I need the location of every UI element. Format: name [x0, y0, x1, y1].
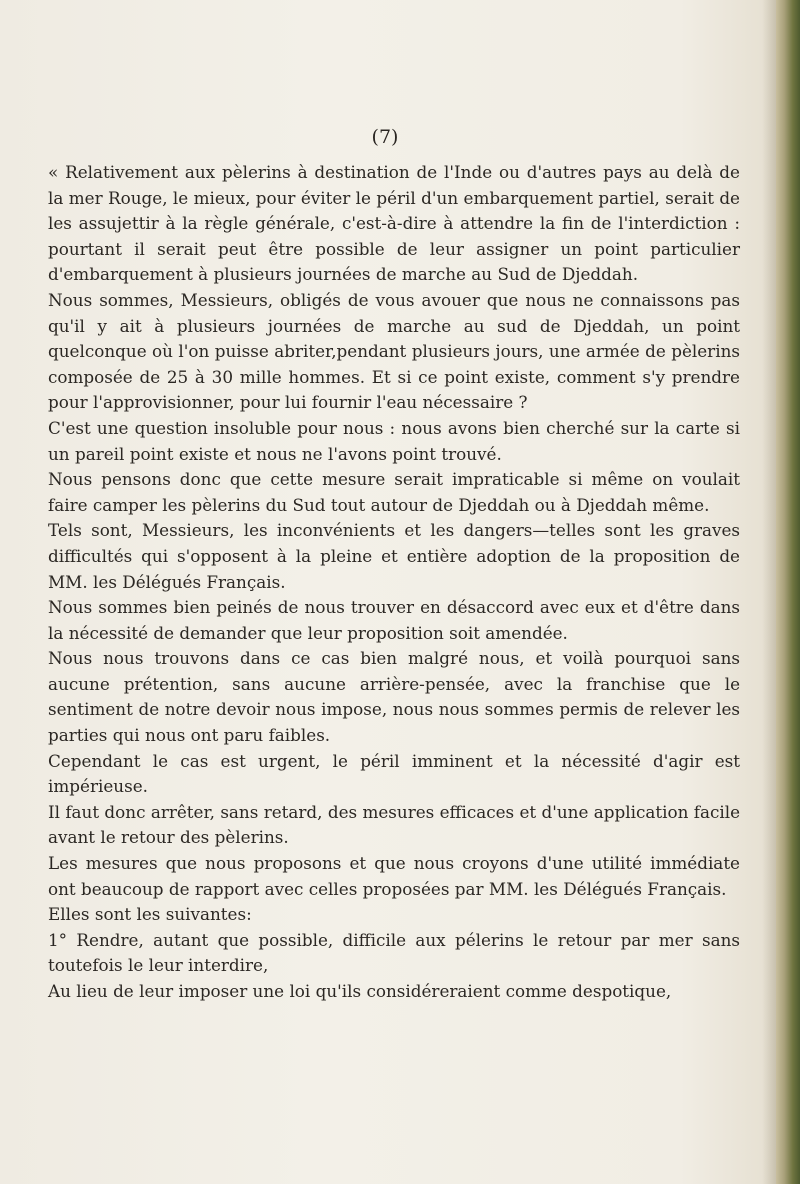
paragraph-4: Nous pensons donc que cette mesure serait impraticable si même on voulait faire camper les pèlerins du Sud tout autour de Djeddah ou à Djeddah même.: [48, 469, 740, 515]
paragraph-2: Nous sommes, Messieurs, obligés de vous avouer que nous ne connaissons pas qu'il y ait à plusieurs journées de marche au sud de Djeddah, un point quelconque où l'on puisse abriter,pendant plusieurs jours, une armée de pèlerins composée de 25 à 30 mille hommes. Et si ce point existe, comment s'y prendre pour l'approvisionner, pour lui fournir l'eau nécessaire ?: [48, 289, 740, 413]
book-edge: [776, 0, 800, 1184]
paragraph-1: « Relativement aux pèlerins à destination de l'Inde ou d'autres pays au delà de la mer Rouge, le mieux, pour éviter le péril d'un embarquement partiel, serait de les assujettir à la règle générale, c'est-à-dire à attendre la fin de l'interdiction : pourtant il serait peut être possible de leur assigner un point particulier d'embarquement à plusieurs journées de marche au Sud de Djeddah.: [48, 162, 740, 285]
paragraph-13: Au lieu de leur imposer une loi qu'ils considéreraient comme despotique,: [48, 981, 672, 1001]
paragraph-7: Nous nous trouvons dans ce cas bien malgré nous, et voilà pourquoi sans aucune prétention, sans aucune arrière-pensée, avec la franchise que le sentiment de notre devoir nous impose, nous nous sommes permis de relever les parties qui nous ont paru faibles.: [48, 648, 740, 746]
paragraph-10: Les mesures que nous proposons et que nous croyons d'une utilité immédiate ont beaucoup de rapport avec celles proposées par MM. les Délégués Français.: [48, 853, 740, 899]
body-text: [48, 160, 740, 1005]
paragraph-3: C'est une question insoluble pour nous : nous avons bien cherché sur la carte si un pareil point existe et nous ne l'avons point trouvé.: [48, 417, 740, 464]
paragraph-11: Elles sont les suivantes:: [48, 904, 252, 925]
paragraph-8: Cependant le cas est urgent, le péril imminent et la nécessité d'agir est impérieuse.: [48, 750, 740, 797]
paragraph-5: Tels sont, Messieurs, les inconvénients et les dangers—telles sont les graves difficultés qui s'opposent à la pleine et entière adoption de la proposition de MM. les Délégués Français.: [48, 520, 740, 592]
paragraph-12: 1° Rendre, autant que possible, difficile aux pélerins le retour par mer sans toutefois le leur interdire,: [48, 929, 740, 976]
page-edge-shadow: [762, 0, 776, 1184]
paragraph-9: Il faut donc arrêter, sans retard, des mesures efficaces et d'une application facile avant le retour des pèlerins.: [48, 801, 741, 848]
paragraph-6: Nous sommes bien peinés de nous trouver en désaccord avec eux et d'être dans la nécessité de demander que leur proposition soit amendée.: [48, 597, 740, 643]
page-number: (7): [371, 126, 399, 148]
